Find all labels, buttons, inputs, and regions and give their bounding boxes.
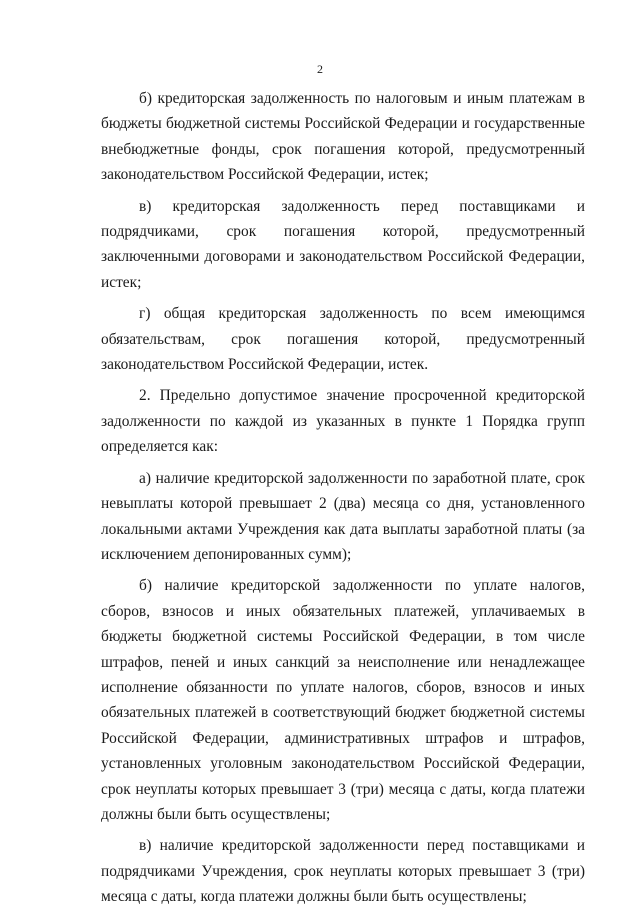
- page-number: 2: [317, 62, 323, 76]
- paragraph-g-total-debt: г) общая кредиторская задолженность по всем имеющимся обязательствам, срок погашения которой, предусмотренный законодательством Российской Федерации, истек.: [101, 305, 585, 374]
- document-body: [101, 86, 585, 916]
- paragraph-2-limit-definition: 2. Предельно допустимое значение просроченной кредиторской задолженности по каждой из указанных в пункте 1 Порядка групп определяется как:: [101, 387, 585, 456]
- paragraph-b-taxes-fees-debt: б) наличие кредиторской задолженности по уплате налогов, сборов, взносов и иных обязательных платежей, уплачиваемых в бюджеты бюджетной системы Российской Федерации, в том числе штрафов, пеней и иных санкций за неисполнение или ненадлежащее исполнение обязанности по уплате налогов, сборов, взносов и иных обязательных платежей в соответствующий бюджет бюджетной системы Российской Федерации, административных штрафов и штрафов, установленных уголовным законодательством Российской Федерации, срок неуплаты которых превышает 3 (три) месяца с даты, когда платежи должны были быть осуществлены;: [101, 577, 585, 823]
- paragraph-v-supplier-debt: в) кредиторская задолженность перед поставщиками и подрядчиками, срок погашения которой, предусмотренный заключенными договорами и законодательством Российской Федерации, истек;: [101, 197, 585, 291]
- paragraph-v-suppliers-contractors-debt: в) наличие кредиторской задолженности перед поставщиками и подрядчиками Учреждения, срок неуплаты которых превышает 3 (три) месяца с даты, когда платежи должны были быть осуществлены;: [101, 837, 585, 906]
- paragraph-a-salary-debt: а) наличие кредиторской задолженности по заработной плате, срок невыплаты которой превышает 2 (два) месяца со дня, установленного локальными актами Учреждения как дата выплаты заработной платы (за исключением депонированных сумм);: [101, 469, 585, 563]
- paragraph-b-tax-debt: б) кредиторская задолженность по налоговым и иным платежам в бюджеты бюджетной системы Российской Федерации и государственные внебюджетные фонды, срок погашения которой, предусмотренный законодательством Российской Федерации, истек;: [101, 90, 585, 184]
